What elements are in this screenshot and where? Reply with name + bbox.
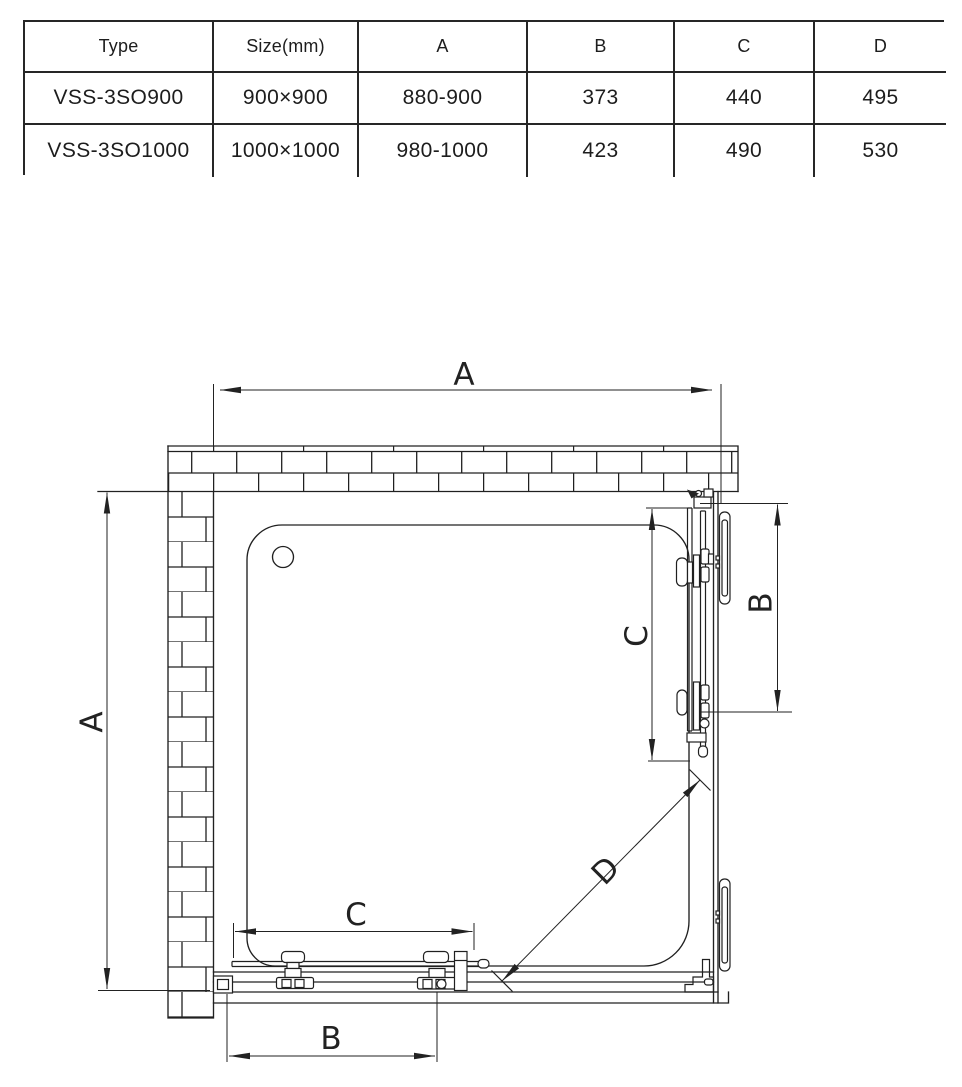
- col-header-size: Size(mm): [214, 22, 359, 73]
- dim-label-c-inner: C: [619, 625, 655, 647]
- table-cell: 1000×1000: [214, 125, 359, 177]
- col-header-d: D: [815, 22, 946, 73]
- arrow-left-icon: [229, 1053, 250, 1059]
- table-cell: 423: [528, 125, 675, 177]
- corner-latch-bracket: [685, 960, 714, 993]
- table-cell: 880-900: [359, 73, 528, 125]
- dim-label-d: D: [584, 849, 628, 893]
- arrow-down-icon: [104, 968, 110, 989]
- arrow-up-right-icon: [683, 778, 702, 797]
- drain-hole: [273, 547, 294, 568]
- arrow-up-icon: [649, 509, 655, 530]
- table-cell: 495: [815, 73, 946, 125]
- dim-label-c-bottom: C: [345, 897, 367, 933]
- col-header-c: C: [675, 22, 815, 73]
- dimension-d-diagonal: [492, 770, 711, 992]
- dimension-c-inner: [619, 508, 690, 761]
- arrow-right-icon: [414, 1053, 435, 1059]
- wall-profile-connector: [214, 976, 233, 993]
- dim-label-a-top: A: [453, 357, 475, 393]
- arrow-down-icon: [649, 739, 655, 760]
- dimension-c-bottom: [234, 897, 475, 958]
- right-roller-cluster: [418, 952, 468, 991]
- left-wall-brick-column: [98, 446, 738, 1018]
- table-cell: 980-1000: [359, 125, 528, 177]
- arrow-up-icon: [104, 493, 110, 514]
- col-header-type: Type: [25, 22, 214, 73]
- table-cell: 440: [675, 73, 815, 125]
- door-bumper: [699, 746, 708, 757]
- shower-tray: [247, 525, 689, 966]
- arrow-right-icon: [452, 928, 473, 934]
- door-bumper: [478, 960, 489, 969]
- arrow-right-icon: [691, 387, 712, 393]
- table-cell: VSS-3SO1000: [25, 125, 214, 177]
- top-wall-brick-band: [168, 446, 738, 492]
- arrow-left-icon: [235, 928, 256, 934]
- table-cell: VSS-3SO900: [25, 73, 214, 125]
- top-pivot-bracket: [687, 489, 713, 508]
- arrow-up-icon: [774, 505, 780, 526]
- right-door-assembly: [677, 489, 714, 992]
- table-cell: 900×900: [214, 73, 359, 125]
- table-cell: 490: [675, 125, 815, 177]
- arrow-left-icon: [220, 387, 241, 393]
- dim-label-b-bottom: B: [320, 1021, 342, 1057]
- arrow-down-left-icon: [500, 964, 519, 983]
- arrow-down-icon: [774, 690, 780, 711]
- upper-roller-cluster: [677, 549, 714, 587]
- dim-label-a-left: A: [74, 711, 111, 733]
- table-cell: 373: [528, 73, 675, 125]
- table-cell: 530: [815, 125, 946, 177]
- left-roller-cluster: [277, 952, 314, 989]
- col-header-b: B: [528, 22, 675, 73]
- dim-label-b-right: B: [743, 592, 780, 614]
- col-header-a: A: [359, 22, 528, 73]
